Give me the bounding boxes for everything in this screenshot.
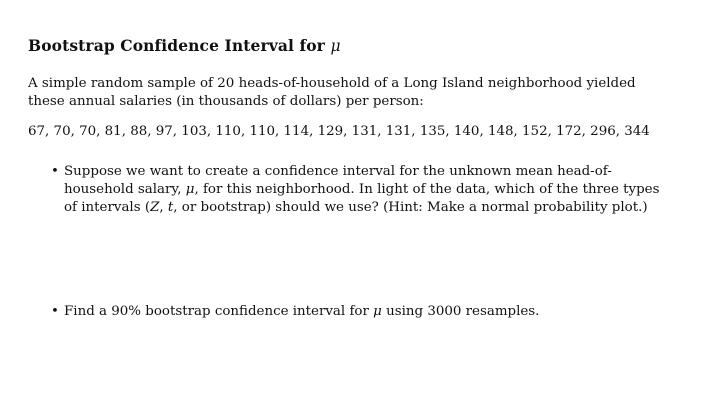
question-bootstrap-interval <box>28 303 664 321</box>
question-text-part2: using 3000 resamples. <box>381 304 540 319</box>
z-symbol: Z <box>150 200 160 215</box>
mu-symbol: μ <box>330 37 341 55</box>
question-text-part2: , for this neighborhood. In light of the data, which of the three types of intervals ( <box>64 182 660 215</box>
document-page <box>28 36 668 321</box>
bullet-marker: • <box>51 164 59 179</box>
section-title-text: Bootstrap Confidence Interval for <box>28 36 331 55</box>
question-text-part1: Find a 90% bootstrap confidence interval for <box>64 304 374 319</box>
question-interval-type <box>28 163 664 217</box>
salary-data-list: 67, 70, 70, 81, 88, 97, 103, 110, 110, 114, 129, 131, 131, 135, 140, 148, 152, 172, 296, 344 <box>28 124 650 139</box>
question-text-part1: Suppose we want to create a confidence interval for the unknown mean head-of-household salary, <box>64 164 612 197</box>
bullet-marker: • <box>51 304 59 319</box>
t-symbol: t <box>167 200 174 215</box>
mu-symbol: μ <box>373 304 382 319</box>
section-title <box>28 36 668 55</box>
question-text-part4: , or bootstrap) should we use? (Hint: Make a normal probability plot.) <box>173 200 648 215</box>
mu-symbol: μ <box>185 182 195 197</box>
question-text-part3: , <box>159 200 168 215</box>
intro-paragraph: A simple random sample of 20 heads-of-household of a Long Island neighborhood yielded these annual salaries (in thousands of dollars) per person: <box>28 76 636 109</box>
